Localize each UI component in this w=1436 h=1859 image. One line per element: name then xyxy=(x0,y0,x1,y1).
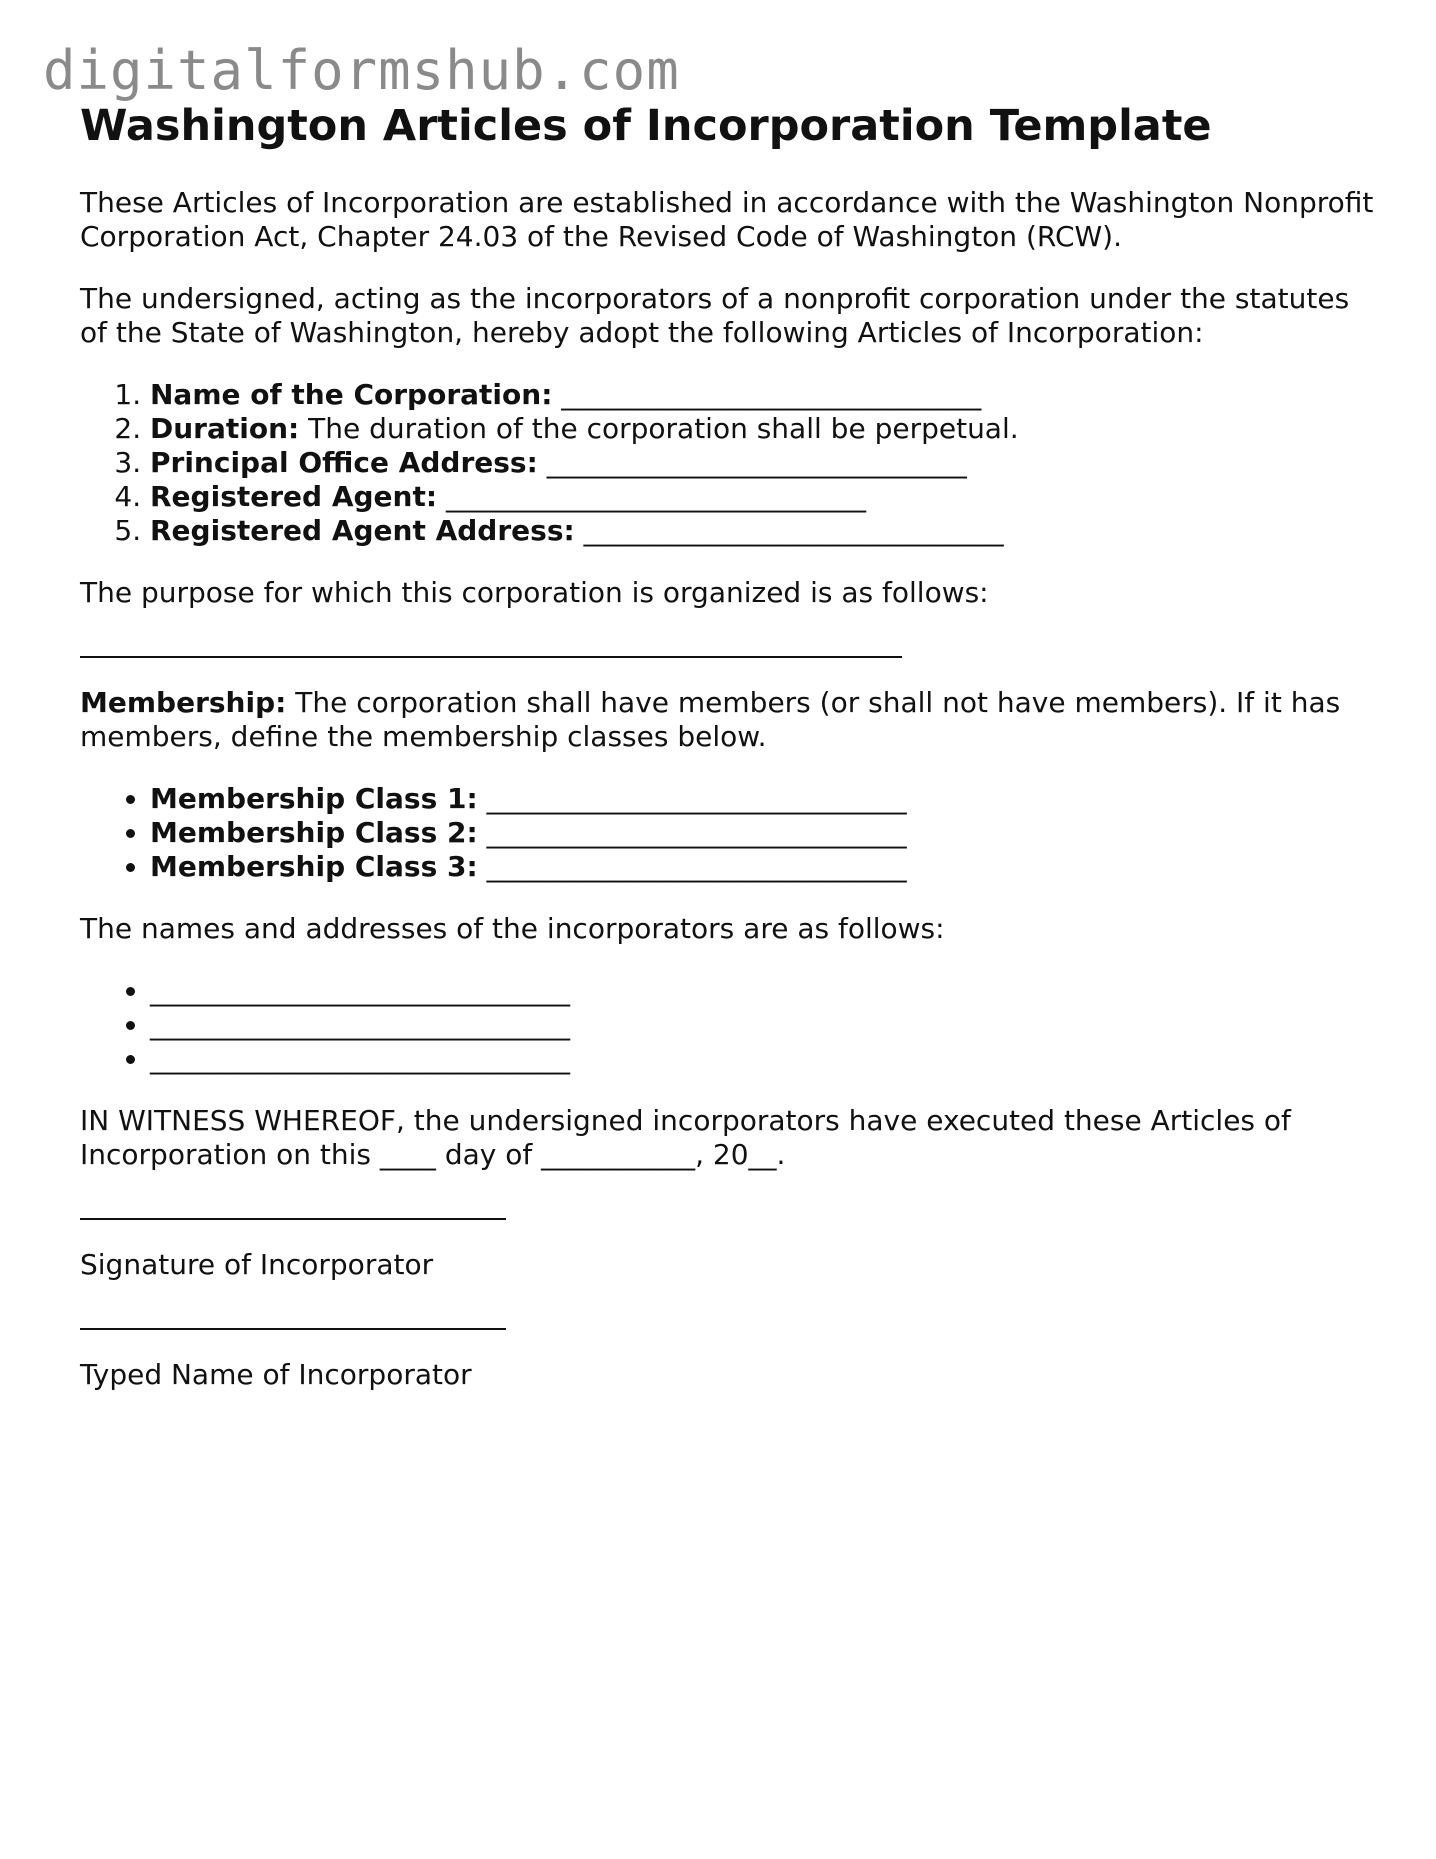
watermark: digitalformshub.com xyxy=(43,39,680,102)
intro-paragraph: These Articles of Incorporation are established in accordance with the Washington Nonprofit Corporation Act, Chapter 24.03 of the Revised Code of Washington (RCW). xyxy=(80,186,1374,253)
membership-class-value: ______________________________ xyxy=(477,782,907,815)
membership-class-value: ______________________________ xyxy=(477,816,907,849)
membership-class-label: Membership Class 3: xyxy=(150,850,478,883)
article-value: ______________________________ xyxy=(537,446,967,479)
article-label: Principal Office Address: xyxy=(150,446,538,479)
typed-name-label: Typed Name of Incorporator xyxy=(80,1358,472,1391)
membership-class-label: Membership Class 1: xyxy=(150,782,478,815)
membership-label: Membership: xyxy=(80,686,287,719)
typed-name-line xyxy=(80,1328,506,1330)
signature-label: Signature of Incorporator xyxy=(80,1248,434,1281)
incorporators-intro: The names and addresses of the incorporators are as follows: xyxy=(80,912,945,945)
article-value: ______________________________ xyxy=(437,480,866,513)
membership-class-item xyxy=(150,850,1380,884)
purpose-intro: The purpose for which this corporation is organized is as follows: xyxy=(80,576,989,609)
adoption-paragraph: The undersigned, acting as the incorporators of a nonprofit corporation under the statutes of the State of Washington, hereby adopt the following Articles of Incorporation: xyxy=(80,282,1350,349)
signature-line xyxy=(80,1218,506,1220)
membership-text: The corporation shall have members (or shall not have members). If it has members, define the membership classes below. xyxy=(80,686,1341,753)
article-name xyxy=(150,378,1380,412)
article-value: ______________________________ xyxy=(552,378,982,411)
membership-class-item xyxy=(150,816,1380,850)
article-label: Name of the Corporation: xyxy=(150,378,553,411)
incorporators-list xyxy=(80,974,1380,1076)
membership-class-label: Membership Class 2: xyxy=(150,816,478,849)
membership-class-value: ______________________________ xyxy=(477,850,907,883)
purpose-blank-line xyxy=(80,656,902,658)
article-label: Duration: xyxy=(150,412,300,445)
incorporator-item: • ______________________________ xyxy=(150,1008,1380,1042)
document xyxy=(80,100,1380,1392)
membership-paragraph xyxy=(80,686,1380,754)
page-title: Washington Articles of Incorporation Template xyxy=(80,101,1212,151)
witness-paragraph: IN WITNESS WHEREOF, the undersigned incorporators have executed these Articles of Incorporation on this ____ day of ___________, 20__. xyxy=(80,1104,1291,1171)
article-registered-agent xyxy=(150,480,1380,514)
membership-classes-list xyxy=(80,782,1380,884)
membership-class-item xyxy=(150,782,1380,816)
article-value: ______________________________ xyxy=(574,514,1004,547)
article-duration xyxy=(150,412,1380,446)
articles-list xyxy=(80,378,1380,548)
article-label: Registered Agent Address: xyxy=(150,514,575,547)
article-principal-office xyxy=(150,446,1380,480)
article-value: The duration of the corporation shall be perpetual. xyxy=(299,412,1019,445)
article-label: Registered Agent: xyxy=(150,480,438,513)
incorporator-item: • ______________________________ xyxy=(150,1042,1380,1076)
article-registered-agent-address xyxy=(150,514,1380,548)
incorporator-item: • ______________________________ xyxy=(150,974,1380,1008)
